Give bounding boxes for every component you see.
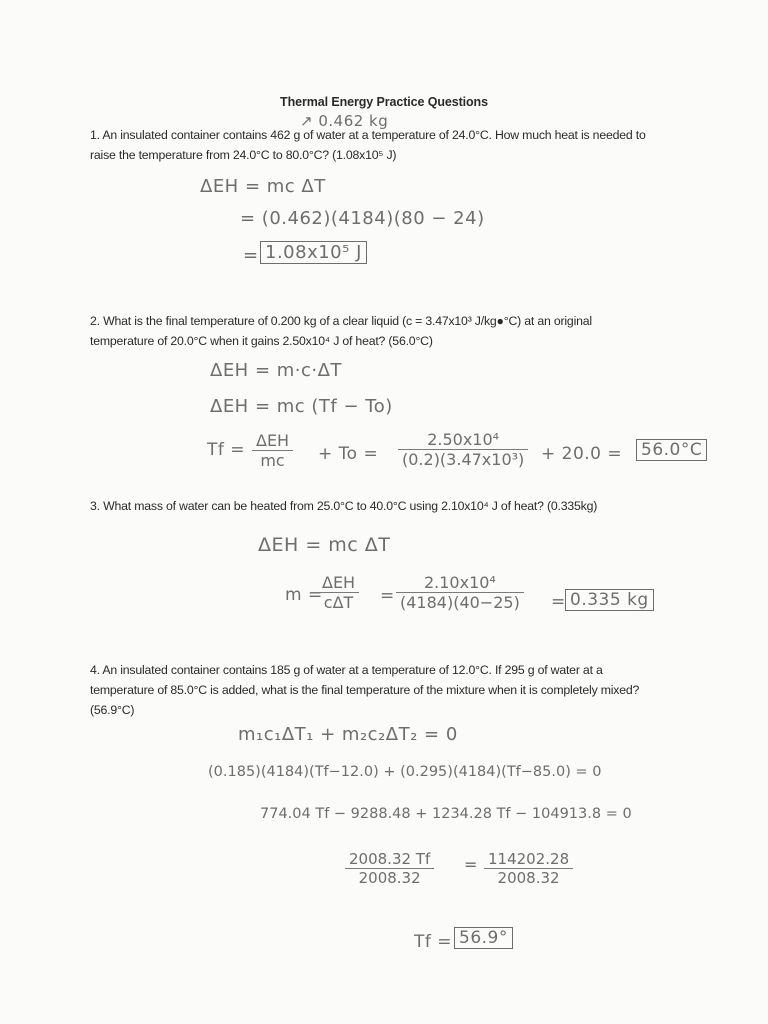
question-4-line-1: 4. An insulated container contains 185 g of water at a temperature of 12.0°C. If 295 g of water at a — [90, 663, 603, 677]
q4-work-line-1: m₁c₁ΔT₁ + m₂c₂ΔT₂ = 0 — [238, 724, 458, 745]
q2-fraction-2 — [398, 430, 528, 469]
question-4-line-2: temperature of 85.0°C is added, what is the final temperature of the mixture when it is completely mixed? — [90, 683, 640, 697]
q1-work-line-1: ΔEH = mc ΔT — [200, 176, 326, 197]
q1-answer-box — [260, 242, 367, 263]
q3-answer: 0.335 kg — [565, 589, 654, 611]
question-2 — [90, 311, 690, 351]
q3-fraction-1-denominator: cΔT — [318, 592, 359, 612]
q2-work-line-2: ΔEH = mc (Tf − To) — [210, 396, 393, 417]
q2-work-line-1: ΔEH = m·c·ΔT — [210, 360, 342, 381]
q4-fraction-2 — [484, 850, 573, 887]
q3-fraction-2 — [396, 573, 524, 612]
q4-tf-label: Tf = — [414, 932, 453, 952]
q2-fraction-1 — [252, 431, 293, 470]
q3-fraction-2-denominator: (4184)(40−25) — [396, 592, 524, 612]
page-title: Thermal Energy Practice Questions — [280, 95, 488, 109]
q4-fraction-2-numerator: 114202.28 — [488, 850, 570, 868]
q4-answer-box — [454, 928, 513, 948]
question-1 — [90, 125, 690, 165]
q2-fraction-1-numerator: ΔEH — [256, 431, 290, 450]
q4-answer: 56.9° — [454, 927, 513, 949]
question-1-line-1: 1. An insulated container contains 462 g of water at a temperature of 24.0°C. How much heat is needed to — [90, 128, 646, 142]
q3-fraction-2-numerator: 2.10x10⁴ — [423, 573, 496, 592]
q3-m-label: m = — [285, 585, 323, 605]
q2-plus-20: + 20.0 = — [541, 444, 623, 464]
q3-answer-box — [565, 590, 654, 610]
q2-answer-box — [636, 440, 707, 460]
q4-fraction-1-denominator: 2008.32 — [345, 868, 434, 887]
q4-fraction-1-numerator: 2008.32 Tf — [349, 850, 431, 868]
q1-work-line-3: = — [243, 245, 259, 266]
q2-fraction-2-numerator: 2.50x10⁴ — [427, 430, 500, 449]
q4-fraction-1 — [345, 850, 434, 887]
question-2-line-2: temperature of 20.0°C when it gains 2.50x10⁴ J of heat? (56.0°C) — [90, 334, 433, 348]
q2-fraction-1-denominator: mc — [252, 450, 293, 470]
q2-plus-to: + To = — [318, 444, 379, 464]
q2-fraction-2-denominator: (0.2)(3.47x10³) — [398, 449, 528, 469]
q4-work-line-2: (0.185)(4184)(Tf−12.0) + (0.295)(4184)(Tf−85.0) = 0 — [208, 764, 602, 780]
q3-equals: = — [380, 586, 395, 606]
question-4-line-3: (56.9°C) — [90, 703, 135, 717]
question-2-line-1: 2. What is the final temperature of 0.200 kg of a clear liquid (c = 3.47x10³ J/kg●°C) at an original — [90, 314, 592, 328]
q3-fraction-1-numerator: ΔEH — [322, 573, 356, 592]
q3-fraction-1 — [318, 573, 359, 612]
question-4 — [90, 660, 690, 720]
q4-fraction-2-denominator: 2008.32 — [484, 868, 573, 887]
question-3 — [90, 496, 690, 516]
question-3-line-1: 3. What mass of water can be heated from 25.0°C to 40.0°C using 2.10x10⁴ J of heat? (0.335kg) — [90, 499, 598, 513]
question-1-line-2: raise the temperature from 24.0°C to 80.0°C? (1.08x10⁵ J) — [90, 148, 397, 162]
q2-tf-label: Tf = — [207, 440, 246, 460]
q1-work-line-2: = (0.462)(4184)(80 − 24) — [240, 208, 485, 229]
q4-work-line-3: 774.04 Tf − 9288.48 + 1234.28 Tf − 104913.8 = 0 — [260, 806, 632, 822]
q1-handwritten-note: ↗ 0.462 kg — [300, 112, 389, 130]
q4-equals: = — [464, 855, 478, 874]
q3-work-line-1: ΔEH = mc ΔT — [258, 534, 391, 556]
q2-answer: 56.0°C — [636, 439, 707, 461]
q1-answer: 1.08x10⁵ J — [260, 241, 367, 264]
q3-equals-2: = — [551, 592, 566, 612]
